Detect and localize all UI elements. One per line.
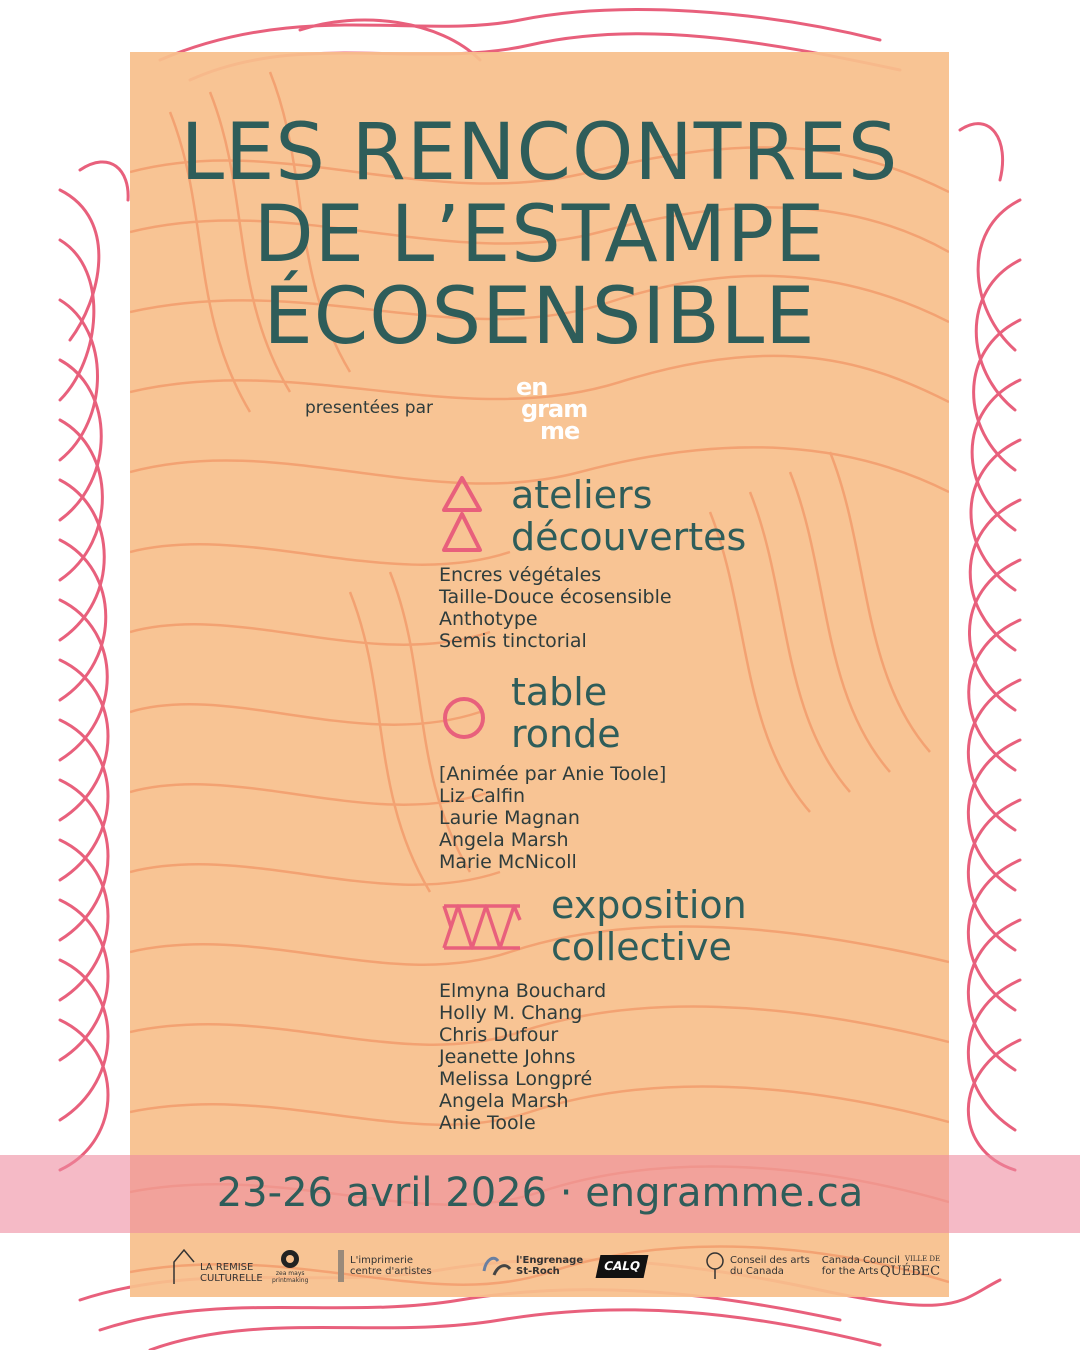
sponsor-calq: CALQ — [598, 1244, 646, 1288]
list-item: Semis tinctorial — [439, 630, 587, 652]
section-heading-table-ronde: table ronde — [511, 670, 621, 756]
tree-icon — [704, 1251, 726, 1281]
sponsor-ville-de-quebec: VILLE DE QUÉBEC — [880, 1254, 941, 1279]
sponsor-conseil-des-arts: Conseil des arts du Canada Canada Council for the Arts — [704, 1244, 900, 1288]
list-item: Laurie Magnan — [439, 807, 580, 829]
circle-icon — [440, 694, 488, 742]
table-ronde-list — [439, 763, 666, 873]
triangles-icon — [440, 474, 484, 554]
ateliers-list — [439, 564, 672, 652]
event-title — [130, 108, 949, 362]
house-icon — [172, 1246, 196, 1286]
list-item: [Animée par Anie Toole] — [439, 763, 667, 785]
zigzag-triangles-icon — [440, 900, 524, 952]
engramme-logo: en gram me — [516, 373, 588, 445]
list-item: Holly M. Chang — [439, 1002, 583, 1024]
title-line-1: LES RENCONTRES — [180, 108, 899, 198]
list-item: Chris Dufour — [439, 1024, 559, 1046]
list-item: Melissa Longpré — [439, 1068, 593, 1090]
presented-by-label: presentées par — [305, 398, 433, 418]
list-item: Elmyna Bouchard — [439, 980, 607, 1002]
list-item: Taille-Douce écosensible — [439, 586, 672, 608]
list-item: Encres végétales — [439, 564, 602, 586]
exposition-list — [439, 980, 606, 1134]
list-item: Anthotype — [439, 608, 538, 630]
sponsor-engrenage-st-roch: l'Engrenage St-Roch — [480, 1244, 583, 1288]
imprimerie-bar-icon — [336, 1248, 346, 1284]
list-item: Angela Marsh — [439, 829, 569, 851]
list-item: Marie McNicoll — [439, 851, 577, 873]
zea-mays-logo-icon — [277, 1248, 303, 1270]
list-item: Liz Calfin — [439, 785, 526, 807]
date-and-website: 23-26 avril 2026 · engramme.ca — [216, 1170, 864, 1216]
sponsor-zea-mays: zea mays printmaking — [272, 1244, 308, 1288]
section-heading-exposition: exposition collective — [551, 883, 747, 969]
sponsor-imprimerie: L'imprimerie centre d'artistes — [336, 1244, 432, 1288]
list-item: Jeanette Johns — [439, 1046, 576, 1068]
title-line-3: ÉCOSENSIBLE — [263, 272, 816, 362]
section-heading-ateliers: ateliers découvertes — [511, 473, 747, 559]
sponsor-la-remise-culturelle: LA REMISE CULTURELLE — [172, 1244, 263, 1288]
title-line-2: DE L’ESTAMPE — [253, 190, 826, 280]
hands-icon — [480, 1251, 512, 1281]
list-item: Angela Marsh — [439, 1090, 569, 1112]
list-item: Anie Toole — [439, 1112, 536, 1134]
